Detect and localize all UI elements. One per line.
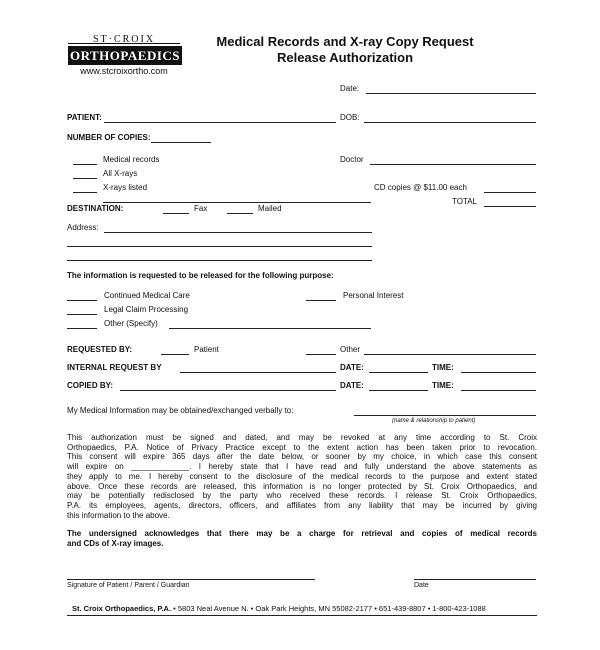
all-xrays-label: All X-rays: [103, 169, 138, 178]
authorization-line: This authorization must be signed and dated, and may be revoked at any time according to St. Croix: [67, 433, 537, 442]
continued-care-label: Continued Medical Care: [104, 291, 190, 300]
logo-url: www.stcroixortho.com: [80, 66, 168, 76]
patient-label: PATIENT:: [67, 113, 102, 122]
logo-rule: [68, 43, 180, 44]
patient-field[interactable]: [104, 122, 336, 123]
medical-records-field[interactable]: [73, 164, 97, 165]
signature-field[interactable]: [67, 579, 315, 580]
destination-label: DESTINATION:: [67, 204, 124, 213]
number-of-copies-field[interactable]: [151, 142, 211, 143]
internal-date-label: DATE:: [340, 363, 364, 372]
authorization-line: Orthopaedics, P.A. Notice of Privacy Practice except to the extent action has been taken prior to revocation.: [67, 442, 537, 452]
authorization-line: above. Once these records are released, this information is no longer protected by St. Croix Orthopaedics, and: [67, 481, 537, 491]
cd-copies-label: CD copies @ $11.00 each: [374, 183, 467, 192]
address-line-2[interactable]: [67, 246, 372, 247]
copied-by-field[interactable]: [120, 390, 336, 391]
copied-date-label: DATE:: [340, 381, 364, 390]
continued-care-field[interactable]: [67, 300, 97, 301]
other-specify-field[interactable]: [67, 328, 97, 329]
acknowledgement-line: and CDs of X-ray images.: [67, 538, 164, 548]
logo: [68, 46, 182, 65]
personal-interest-field[interactable]: [306, 300, 336, 301]
authorization-line: they apply to me. I hereby consent to the disclosure of the medical records to the purpose and extent stated: [67, 471, 537, 481]
xrays-listed-label: X-rays listed: [103, 183, 148, 192]
copied-date-field[interactable]: [369, 390, 428, 391]
fax-field[interactable]: [163, 213, 189, 214]
form-title-line1: Medical Records and X-ray Copy Request: [216, 34, 474, 49]
verbal-exchange-field[interactable]: [354, 415, 536, 416]
authorization-line: may be potentially redisclosed by the party who received these records. I release St. Croix Orthopaedics,: [67, 491, 537, 501]
signature-date-field[interactable]: [414, 579, 536, 580]
dob-field[interactable]: [364, 122, 536, 123]
footer-rule: [67, 615, 537, 616]
authorization-line: this information to the above.: [67, 510, 170, 520]
footer-address: • 5803 Neal Avenue N. • Oak Park Heights, MN 55082-2177 • 651-439-8807 • 1-800-423-1088: [173, 604, 486, 613]
requested-patient-field[interactable]: [161, 354, 189, 355]
xrays-listed-field[interactable]: [73, 192, 97, 193]
address-label: Address:: [67, 223, 99, 232]
requested-other-line[interactable]: [364, 354, 536, 355]
logo-main-text: ORTHOPAEDICS: [69, 48, 181, 63]
copied-time-field[interactable]: [461, 390, 536, 391]
authorization-line: will expire on _____________. I hereby state that I have read and fully understand the above statements as: [67, 462, 537, 472]
requested-other-label: Other: [340, 345, 361, 354]
all-xrays-field[interactable]: [73, 178, 97, 179]
other-specify-line[interactable]: [169, 328, 371, 329]
address-line-3[interactable]: [67, 260, 372, 261]
verbal-exchange-hint: (name & relationship to patient): [392, 418, 476, 424]
requested-patient-label: Patient: [194, 345, 219, 354]
purpose-heading: The information is requested to be released for the following purpose:: [67, 271, 334, 280]
copied-time-label: TIME:: [432, 381, 454, 390]
internal-time-field[interactable]: [461, 372, 536, 373]
personal-interest-label: Personal Interest: [343, 291, 404, 300]
other-specify-label: Other (Specify): [104, 319, 158, 328]
legal-claim-field[interactable]: [67, 314, 97, 315]
number-of-copies-label: NUMBER OF COPIES:: [67, 133, 151, 142]
verbal-exchange-label: My Medical Information may be obtained/exchanged verbally to:: [67, 406, 294, 415]
date-label: Date:: [340, 84, 360, 93]
doctor-field[interactable]: [370, 164, 536, 165]
form-title-line2: Release Authorization: [276, 50, 414, 65]
total-field[interactable]: [484, 206, 536, 207]
mailed-field[interactable]: [227, 213, 253, 214]
internal-time-label: TIME:: [432, 363, 454, 372]
legal-claim-label: Legal Claim Processing: [104, 305, 189, 314]
footer-org: St. Croix Orthopaedics, P.A.: [72, 604, 172, 613]
requested-other-field[interactable]: [306, 354, 336, 355]
address-line-1[interactable]: [104, 232, 372, 233]
internal-request-label: INTERNAL REQUEST BY: [67, 363, 162, 372]
mailed-label: Mailed: [258, 204, 282, 213]
medical-records-label: Medical records: [103, 155, 160, 164]
copied-by-label: COPIED BY:: [67, 381, 114, 390]
requested-by-label: REQUESTED BY:: [67, 345, 133, 354]
acknowledgement-line: The undersigned acknowledges that there may be a charge for retrieval and copies of medical records: [67, 529, 537, 538]
authorization-line: P.A. its employees, agents, directors, officers, and affiliates from any liability that may be incurred by giving: [67, 500, 537, 510]
total-label: TOTAL: [452, 197, 478, 206]
acknowledgement-paragraph: [67, 529, 537, 548]
authorization-line: This consent will expire 365 days after the date below, or sooner by my choice, in which case this consent: [67, 452, 537, 462]
date-field[interactable]: [366, 93, 536, 94]
signature-date-label: Date: [414, 582, 429, 589]
signature-label: Signature of Patient / Parent / Guardian: [67, 582, 190, 589]
cd-copies-field[interactable]: [484, 192, 536, 193]
xrays-listed-line[interactable]: [103, 202, 371, 203]
fax-label: Fax: [194, 204, 208, 213]
dob-label: DOB:: [340, 113, 360, 122]
logo-top-text: ST·CROIX: [92, 34, 156, 45]
internal-request-field[interactable]: [180, 372, 336, 373]
internal-date-field[interactable]: [369, 372, 428, 373]
doctor-label: Doctor: [340, 155, 364, 164]
authorization-paragraph: [67, 433, 537, 520]
footer: [72, 604, 486, 613]
